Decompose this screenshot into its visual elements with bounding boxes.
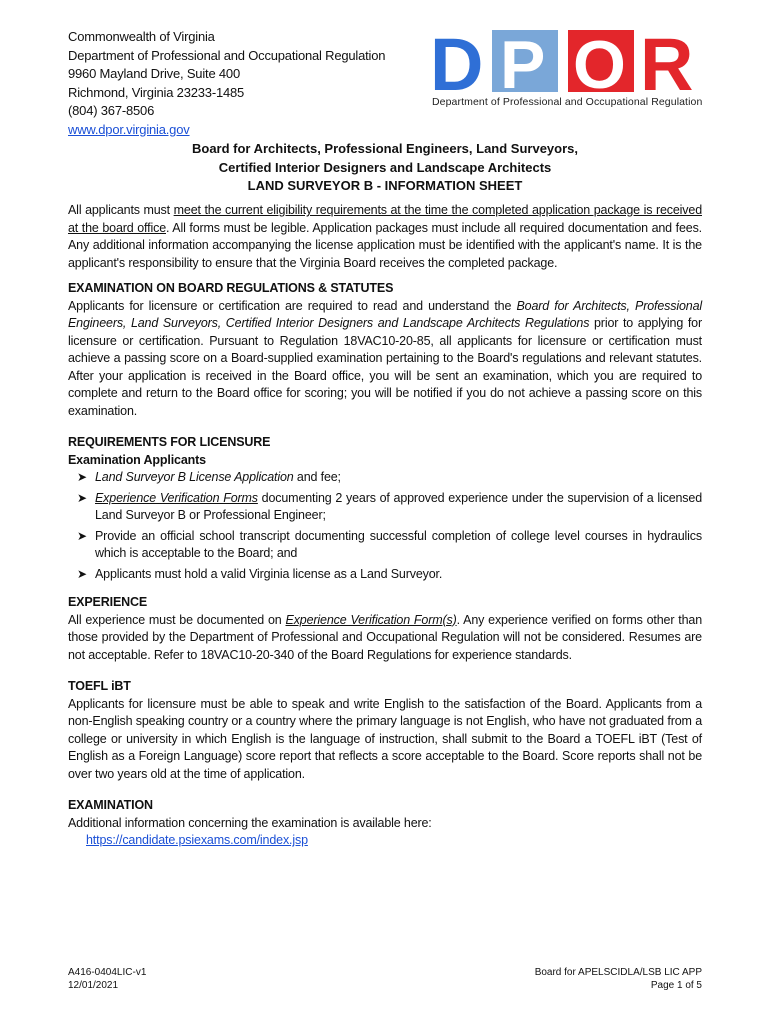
arrow-bullet-icon: ➤ bbox=[77, 470, 87, 484]
intro-underlined: meet the current eligibility requirements at the time the completed application package is received at the board office bbox=[68, 203, 702, 235]
logo-letter-p: P bbox=[500, 30, 546, 96]
logo-letter-d: D bbox=[430, 30, 484, 96]
experience-heading: EXPERIENCE bbox=[68, 595, 148, 609]
list-item-text: Provide an official school transcript documenting successful completion of college level courses in hydraulics which is acceptable to the Board; and bbox=[95, 528, 702, 560]
requirements-list bbox=[68, 469, 702, 583]
agency-address-block bbox=[68, 28, 385, 139]
list-item-emphasis: Land Surveyor B License Application bbox=[95, 470, 294, 484]
experience-paragraph bbox=[68, 612, 702, 665]
arrow-bullet-icon: ➤ bbox=[77, 566, 87, 581]
document-body bbox=[68, 202, 702, 850]
form-id: A416-0404LIC-v1 bbox=[68, 967, 147, 978]
requirements-subheading: Examination Applicants bbox=[68, 452, 206, 467]
board-title-line-1: Board for Architects, Professional Engineers, Land Surveyors, bbox=[191, 141, 578, 156]
address-line: Department of Professional and Occupational Regulation bbox=[68, 47, 386, 63]
exam-regs-after: prior to applying for licensure or certification. Pursuant to Regulation 18VAC10-20-85, all applicants for licensure or certification must achieve a passing score on a Board-supplied examination pertaining to the Board's regulations and relevant statutes. After your application is received in the Board office, you will be sent an examination, which you are required to complete and return to the Board office for scoring; you will be notified if you do not achieve a passing score on this examination. bbox=[68, 316, 702, 418]
psi-exams-link[interactable]: https://candidate.psiexams.com/index.jsp bbox=[86, 833, 308, 847]
regulations-title: Board for Architects, Professional Engineers, Land Surveyors, Certified Interior Designers and Landscape Architects Regulations bbox=[68, 298, 703, 330]
exam-regs-paragraph bbox=[68, 298, 702, 421]
intro-lead: All applicants must bbox=[68, 203, 174, 217]
experience-after: . Any experience verified on forms other than those provided by the Department of Professional and Occupational Regulation will not be considered. Resumes are not acceptable. Refer to 18VAC10-20-340 of the Board Regulations for experience standards. bbox=[68, 612, 702, 662]
logo-letter-r: R bbox=[640, 30, 694, 96]
form-date: 12/01/2021 bbox=[68, 980, 119, 991]
board-app-name: Board for APELSCIDLA/LSB LIC APP bbox=[534, 967, 702, 978]
list-item bbox=[68, 490, 702, 525]
intro-rest: . All forms must be legible. Application packages must include all required documentation and fees. Any additional information accompanying the license application must be identified with the applicant's name. It is the applicant's responsibility to ensure that the Virginia Board receives the completed package. bbox=[68, 220, 702, 270]
document-title-block bbox=[68, 140, 702, 196]
list-item bbox=[68, 469, 702, 487]
footer-left bbox=[68, 966, 146, 992]
list-item bbox=[68, 566, 702, 584]
logo-letter-o: O bbox=[573, 30, 626, 96]
arrow-bullet-icon: ➤ bbox=[77, 528, 87, 543]
intro-paragraph bbox=[68, 202, 702, 272]
experience-before: All experience must be documented on bbox=[68, 612, 286, 627]
exam-regs-heading: EXAMINATION ON BOARD REGULATIONS & STATUTES bbox=[68, 281, 394, 295]
exam-regs-before: Applicants for licensure or certification are required to read and understand the bbox=[68, 298, 517, 313]
toefl-heading: TOEFL iBT bbox=[68, 679, 131, 693]
sheet-title: LAND SURVEYOR B - INFORMATION SHEET bbox=[247, 178, 523, 193]
website-link[interactable]: www.dpor.virginia.gov bbox=[68, 121, 190, 137]
list-item-text: Applicants must hold a valid Virginia license as a Land Surveyor. bbox=[95, 566, 443, 581]
list-item-text: documenting 2 years of approved experience under the supervision of a licensed Land Surveyor B or Professional Engineer; bbox=[95, 490, 702, 522]
list-item-emphasis: Experience Verification Forms bbox=[95, 490, 258, 505]
dpor-logo bbox=[430, 30, 702, 112]
dpor-logo-letters bbox=[430, 30, 702, 96]
requirements-heading: REQUIREMENTS FOR LICENSURE bbox=[68, 435, 271, 449]
footer-right bbox=[535, 966, 702, 992]
address-line: 9960 Mayland Drive, Suite 400 bbox=[68, 66, 240, 81]
arrow-bullet-icon: ➤ bbox=[77, 490, 87, 505]
toefl-paragraph: Applicants for licensure must be able to speak and write English to the satisfaction of the Board. Applicants from a non-English speaking country or a country where the primary language is not English, who have not graduated from a college or university in which English is the language of instruction, shall submit to the Board a TOEFL iBT (Test of English as a Foreign Language) score report that reflects a score acceptable to the Board. Score reports shall not be over two years old at the time of application. bbox=[68, 696, 702, 781]
address-line: Richmond, Virginia 23233-1485 bbox=[68, 84, 245, 100]
list-item-text: and fee; bbox=[293, 470, 341, 484]
address-line: (804) 367-8506 bbox=[68, 103, 155, 118]
experience-form-name: Experience Verification Form(s) bbox=[285, 612, 457, 627]
logo-tagline: Department of Professional and Occupational Regulation bbox=[432, 96, 703, 108]
address-line: Commonwealth of Virginia bbox=[68, 29, 215, 44]
board-title-line-2: Certified Interior Designers and Landscape Architects bbox=[218, 159, 552, 175]
examination-heading: EXAMINATION bbox=[68, 798, 153, 812]
examination-paragraph: Additional information concerning the examination is available here: bbox=[68, 815, 432, 830]
page-number: Page 1 of 5 bbox=[650, 980, 702, 991]
list-item bbox=[68, 528, 702, 563]
